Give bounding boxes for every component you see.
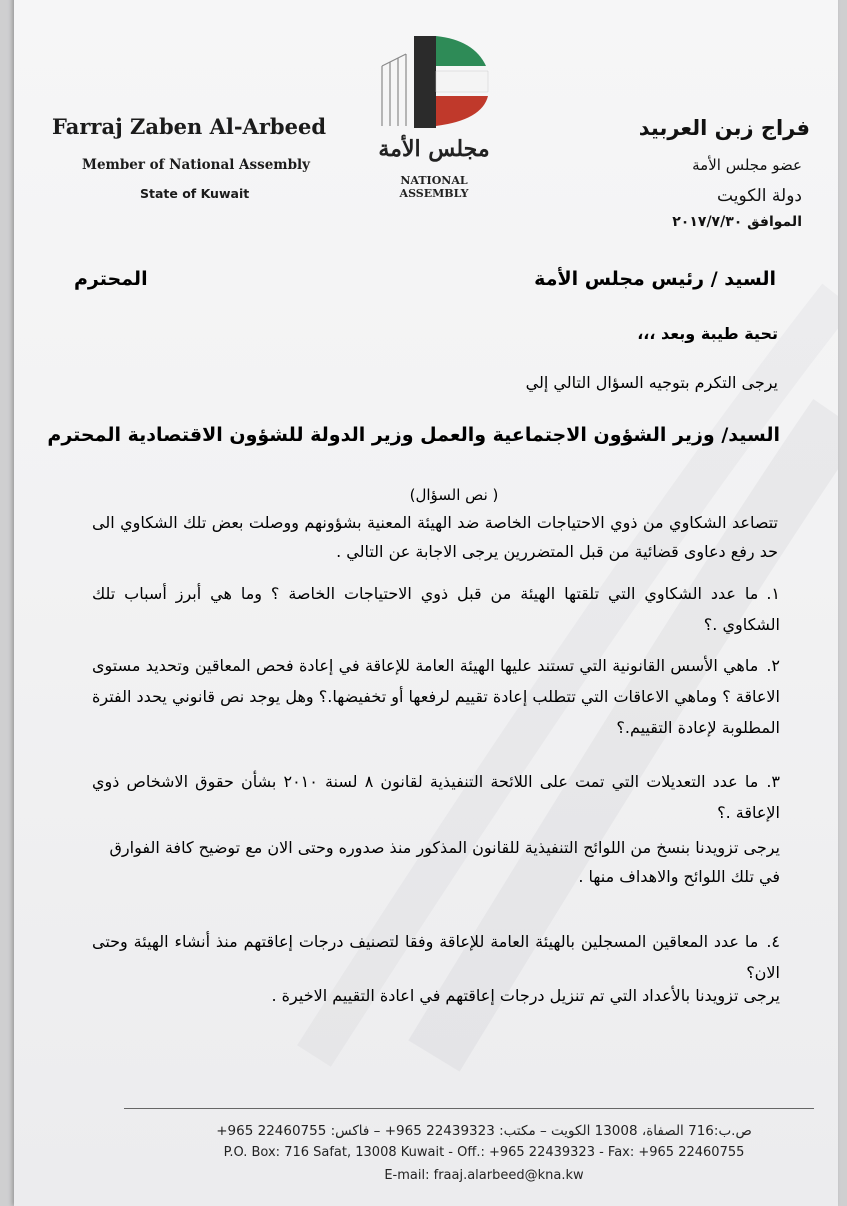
question-text: ما عدد التعديلات التي تمت على اللائحة التنفيذية لقانون ٨ لسنة ٢٠١٠ بشأن حقوق الاشخاص ذوي الإعاقة .؟ — [92, 772, 780, 822]
question-4-note: يرجى تزويدنا بالأعداد التي تم تنزيل درجات إعاقتهم في اعادة التقييم الاخيرة . — [271, 986, 780, 1005]
national-assembly-logo — [364, 26, 504, 198]
letter-page — [14, 0, 838, 1206]
question-4 — [92, 926, 780, 988]
minister-line: السيد/ وزير الشؤون الاجتماعية والعمل وزير الدولة للشؤون الاقتصادية المحترم — [47, 424, 780, 446]
question-text: ما عدد المعاقين المسجلين بالهيئة العامة للإعاقة وفقا لتصنيف درجات إعاقتهم منذ أنشاء الهيئة وحتى الان؟ — [92, 932, 780, 982]
question-number: ٤. — [766, 932, 780, 951]
question-text: ماهي الأسس القانونية التي تستند عليها الهيئة العامة للإعاقة في إعادة فحص المعاقين وتحديد مستوى الاعاقة ؟ وماهي الاعاقات التي تتطلب إعادة تقييم لرفعها أو تخفيضها.؟ وهل يوجد نص قانوني يحدد الفترة المطلوبة لإعادة التقييم.؟ — [92, 656, 780, 737]
recipient-honorific: المحترم — [74, 268, 148, 290]
question-text: ما عدد الشكاوي التي تلقتها الهيئة من قبل ذوي الاحتياجات الخاصة ؟ وما هي أبرز أسباب تلك الشكاوي .؟ — [92, 584, 780, 634]
request-line: يرجى التكرم بتوجيه السؤال التالي إلي — [525, 373, 778, 392]
question-number: ٢. — [766, 656, 780, 675]
question-number: ٣. — [766, 772, 780, 791]
arabic-state: دولة الكويت — [717, 186, 802, 206]
footer-english-address: P.O. Box: 716 Safat, 13008 Kuwait - Off.: +965 22439323 - Fax: +965 22460755 — [223, 1145, 745, 1160]
english-title: Member of National Assembly — [82, 157, 310, 173]
english-name: Farraj Zaben Al-Arbeed — [52, 114, 327, 139]
recipient-title: السيد / رئيس مجلس الأمة — [534, 268, 776, 290]
question-number: ١. — [766, 584, 780, 603]
question-3-note: يرجى تزويدنا بنسخ من اللوائح التنفيذية للقانون المذكور منذ صدوره وحتى الان مع توضيح كافة الفوارق في تلك اللوائح والاهداف منها . — [109, 838, 780, 886]
english-state: State of Kuwait — [140, 186, 250, 201]
arabic-title: عضو مجلس الأمة — [692, 156, 802, 174]
intro-paragraph: تتصاعد الشكاوي من ذوي الاحتياجات الخاصة ضد الهيئة المعنية بشؤونهم ووصلت بعض تلك الشكاوي الى حد رفع دعاوى قضائية من قبل المتضررين يرجى الاجابة عن التالي . — [92, 513, 778, 561]
question-2 — [92, 650, 780, 743]
arabic-name: فراج زبن العربيد — [638, 116, 810, 140]
logo-english-text: NATIONAL ASSEMBLY — [399, 174, 469, 200]
letter-date: الموافق ٢٠١٧/٧/٣٠ — [672, 214, 802, 230]
footer-email: E-mail: fraaj.alarbeed@kna.kw — [384, 1168, 584, 1183]
footer-arabic-address: ص.ب:716 الصفاة، 13008 الكويت – مكتب: 22439323 965+ – فاكس: 22460755 965+ — [216, 1123, 752, 1139]
footer-divider — [124, 1108, 814, 1109]
question-3 — [92, 766, 780, 828]
greeting: تحية طيبة وبعد ،،، — [637, 324, 778, 343]
question-1 — [92, 578, 780, 640]
question-heading: (نص السؤال ) — [409, 486, 499, 504]
recipient-line — [74, 268, 776, 290]
logo-arabic-text: مجلس الأمة — [378, 136, 490, 162]
